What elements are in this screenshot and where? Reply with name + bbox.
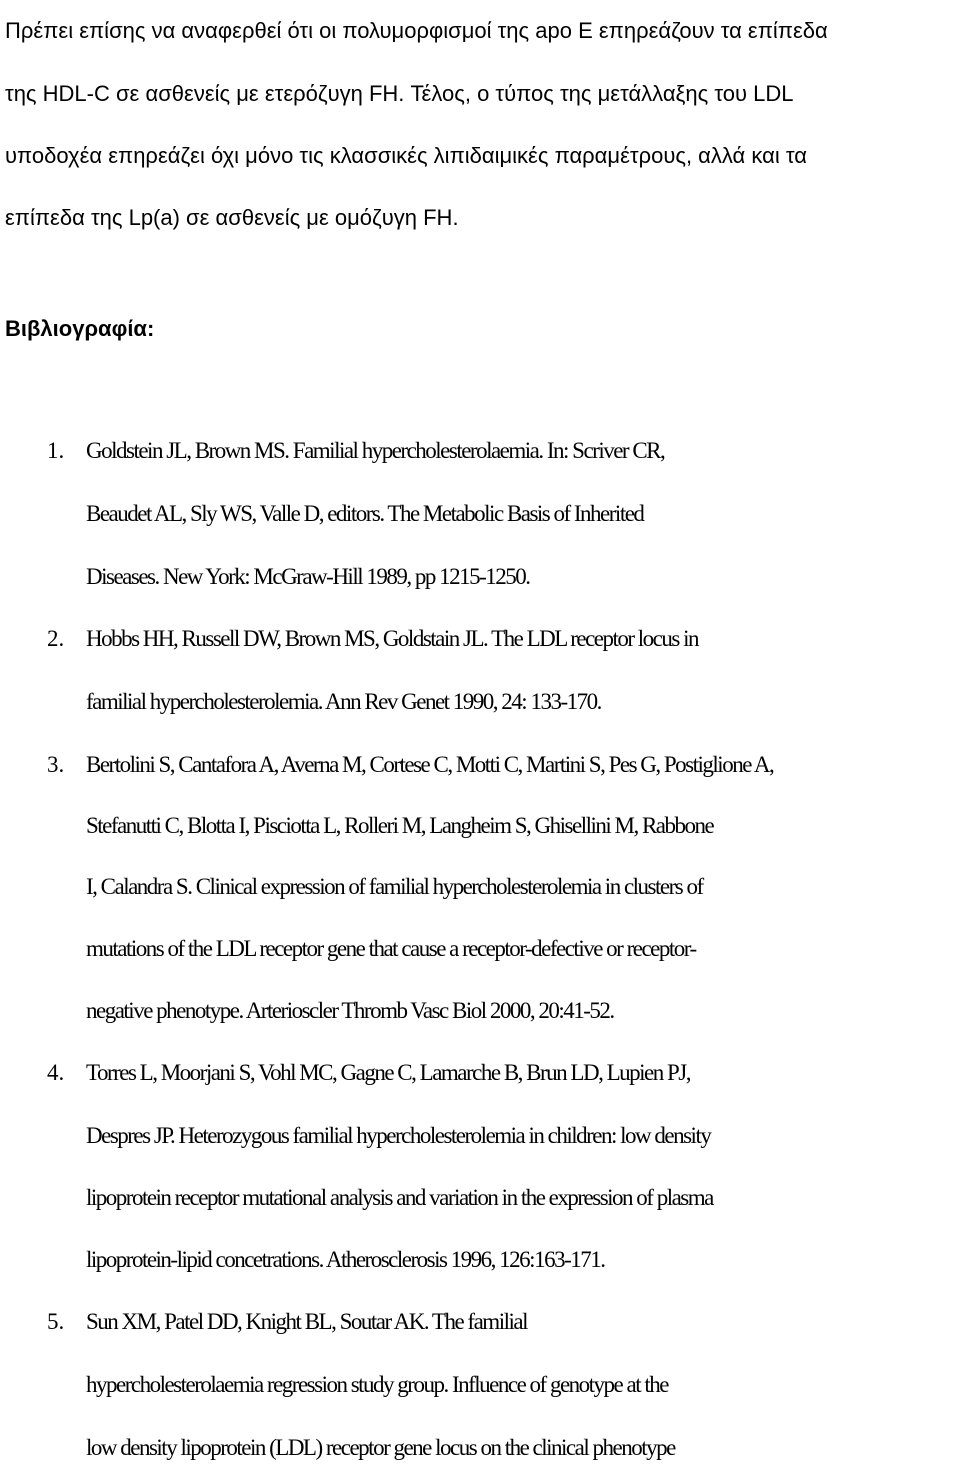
reference-line: familial hypercholesterolemia. Ann Rev Genet 1990, 24: 133-170. [86, 689, 601, 714]
reference-line: Goldstein JL, Brown MS. Familial hypercholesterolaemia. In: Scriver CR, [86, 438, 665, 463]
reference-line: Bertolini S, Cantafora A, Averna M, Cortese C, Motti C, Martini S, Pes G, Postiglione A, [86, 752, 774, 777]
reference-line: Diseases. New York: McGraw-Hill 1989, pp 1215-1250. [86, 564, 530, 589]
intro-line: της HDL-C σε ασθενείς με ετερόζυγη FH. Τέλος, ο τύπος της μετάλλαξης του LDL [5, 81, 794, 106]
reference-line: lipoprotein receptor mutational analysis and variation in the expression of plasma [86, 1185, 713, 1210]
reference-line: Hobbs HH, Russell DW, Brown MS, Goldstain JL. The LDL receptor locus in [86, 626, 698, 651]
intro-line: επίπεδα της Lp(a) σε ασθενείς με ομόζυγη FH. [5, 205, 459, 230]
reference-line: mutations of the LDL receptor gene that cause a receptor-defective or receptor- [86, 936, 696, 961]
reference-line: hypercholesterolaemia regression study group. Influence of genotype at the [86, 1372, 668, 1397]
reference-number: 2. [47, 626, 65, 651]
reference-line: Stefanutti C, Blotta I, Pisciotta L, Rolleri M, Langheim S, Ghisellini M, Rabbone [86, 813, 714, 838]
intro-line: υποδοχέα επηρεάζει όχι μόνο τις κλασσικές λιπιδαιμικές παραμέτρους, αλλά και τα [5, 143, 807, 168]
bibliography-heading: Βιβλιογραφία: [5, 316, 155, 341]
reference-number: 3. [47, 752, 65, 777]
reference-line: Torres L, Moorjani S, Vohl MC, Gagne C, Lamarche B, Brun LD, Lupien PJ, [86, 1060, 690, 1085]
intro-line: Πρέπει επίσης να αναφερθεί ότι οι πολυμορφισμοί της apo E επηρεάζουν τα επίπεδα [5, 18, 828, 43]
reference-line: negative phenotype. Arterioscler Thromb Vasc Biol 2000, 20:41-52. [86, 998, 614, 1023]
reference-line: Sun XM, Patel DD, Knight BL, Soutar AK. The familial [86, 1309, 527, 1334]
reference-line: Beaudet AL, Sly WS, Valle D, editors. The Metabolic Basis of Inherited [86, 501, 644, 526]
reference-number: 1. [47, 438, 65, 463]
reference-number: 5. [47, 1309, 65, 1334]
reference-line: low density lipoprotein (LDL) receptor gene locus on the clinical phenotype [86, 1435, 675, 1460]
reference-number: 4. [47, 1060, 65, 1085]
reference-line: I, Calandra S. Clinical expression of familial hypercholesterolemia in clusters of [86, 874, 703, 899]
reference-line: Despres JP. Heterozygous familial hypercholesterolemia in children: low density [86, 1123, 711, 1148]
reference-line: lipoprotein-lipid concetrations. Atherosclerosis 1996, 126:163-171. [86, 1247, 605, 1272]
